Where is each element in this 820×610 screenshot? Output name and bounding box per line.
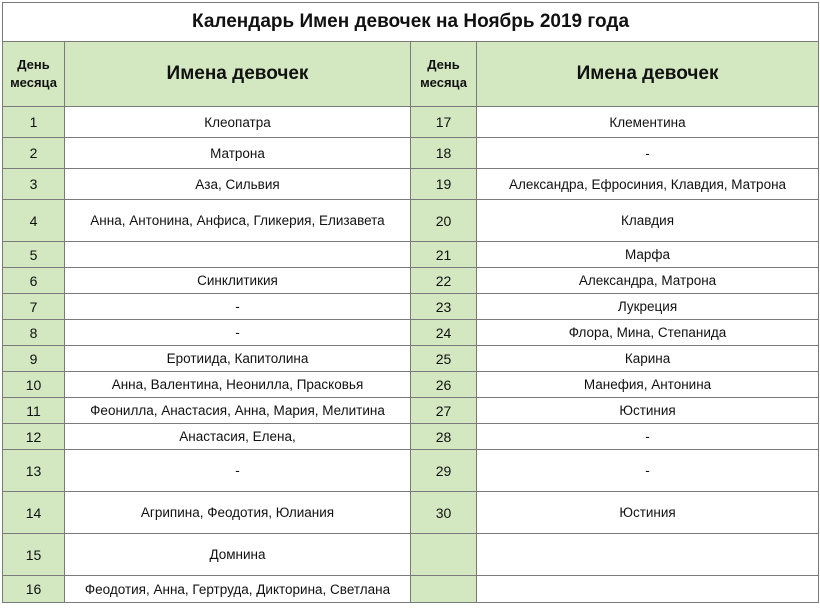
left-day-cell: 10 [3,372,65,398]
right-names-cell: Карина [477,346,819,372]
right-names-cell: Флора, Мина, Степанида [477,320,819,346]
right-names-cell: Юстиния [477,398,819,424]
right-names-cell: - [477,138,819,169]
left-names-cell: Анастасия, Елена, [65,424,411,450]
table-row [3,576,819,603]
left-day-cell: 1 [3,107,65,138]
right-day-cell [411,534,477,576]
right-names-cell: Александра, Ефросиния, Клавдия, Матрона [477,169,819,200]
right-names-cell: Лукреция [477,294,819,320]
left-names-cell: Анна, Антонина, Анфиса, Гликерия, Елизавета [65,200,411,242]
left-day-cell: 15 [3,534,65,576]
table-row [3,242,819,268]
left-names-cell: - [65,320,411,346]
left-names-cell: Феонилла, Анастасия, Анна, Мария, Мелитина [65,398,411,424]
table-row [3,268,819,294]
table-row [3,169,819,200]
table-row [3,398,819,424]
left-day-cell: 8 [3,320,65,346]
right-names-cell [477,534,819,576]
table-row [3,200,819,242]
left-day-cell: 3 [3,169,65,200]
table-row [3,138,819,169]
right-day-cell: 28 [411,424,477,450]
right-day-cell: 27 [411,398,477,424]
right-day-cell: 20 [411,200,477,242]
right-day-cell: 19 [411,169,477,200]
table-row [3,534,819,576]
right-day-cell [411,576,477,603]
left-day-cell: 6 [3,268,65,294]
right-names-cell: - [477,424,819,450]
right-day-cell: 22 [411,268,477,294]
left-day-cell: 16 [3,576,65,603]
calendar-container [2,2,818,603]
left-names-cell: Феодотия, Анна, Гертруда, Дикторина, Светлана [65,576,411,603]
left-names-cell: Агрипина, Феодотия, Юлиания [65,492,411,534]
left-day-cell: 7 [3,294,65,320]
left-names-cell: - [65,294,411,320]
right-names-cell: Клементина [477,107,819,138]
table-row [3,294,819,320]
right-day-cell: 17 [411,107,477,138]
table-row [3,320,819,346]
table-body [3,107,819,603]
right-names-cell: Манефия, Антонина [477,372,819,398]
right-day-cell: 26 [411,372,477,398]
table-row [3,372,819,398]
left-names-cell: Матрона [65,138,411,169]
left-day-cell: 2 [3,138,65,169]
table-row [3,492,819,534]
day-header-line1: День [17,57,50,72]
table-title: Календарь Имен девочек на Ноябрь 2019 года [3,3,819,42]
right-day-cell: 30 [411,492,477,534]
left-day-cell: 4 [3,200,65,242]
right-day-cell: 29 [411,450,477,492]
right-day-cell: 21 [411,242,477,268]
table-row [3,450,819,492]
left-names-cell: Домнина [65,534,411,576]
left-names-header: Имена девочек [65,42,411,107]
table-row [3,107,819,138]
left-day-cell: 13 [3,450,65,492]
right-day-cell: 24 [411,320,477,346]
left-day-header [3,42,65,107]
left-day-cell: 11 [3,398,65,424]
right-names-cell: - [477,450,819,492]
left-names-cell: Аза, Сильвия [65,169,411,200]
left-day-cell: 5 [3,242,65,268]
left-names-cell: Клеопатра [65,107,411,138]
right-names-cell: Юстиния [477,492,819,534]
day-header-line2: месяца [10,75,57,90]
right-names-cell: Александра, Матрона [477,268,819,294]
left-names-cell [65,242,411,268]
right-day-header [411,42,477,107]
left-names-cell: Еротиида, Капитолина [65,346,411,372]
table-row [3,424,819,450]
right-names-header: Имена девочек [477,42,819,107]
table-row [3,346,819,372]
right-names-cell: Клавдия [477,200,819,242]
right-names-cell [477,576,819,603]
left-day-cell: 12 [3,424,65,450]
right-day-cell: 25 [411,346,477,372]
left-names-cell: - [65,450,411,492]
names-calendar-table [2,2,819,603]
left-day-cell: 14 [3,492,65,534]
right-day-cell: 18 [411,138,477,169]
right-names-cell: Марфа [477,242,819,268]
left-names-cell: Анна, Валентина, Неонилла, Прасковья [65,372,411,398]
day-header-line2: месяца [420,75,467,90]
day-header-line1: День [427,57,460,72]
right-day-cell: 23 [411,294,477,320]
left-day-cell: 9 [3,346,65,372]
left-names-cell: Синклитикия [65,268,411,294]
